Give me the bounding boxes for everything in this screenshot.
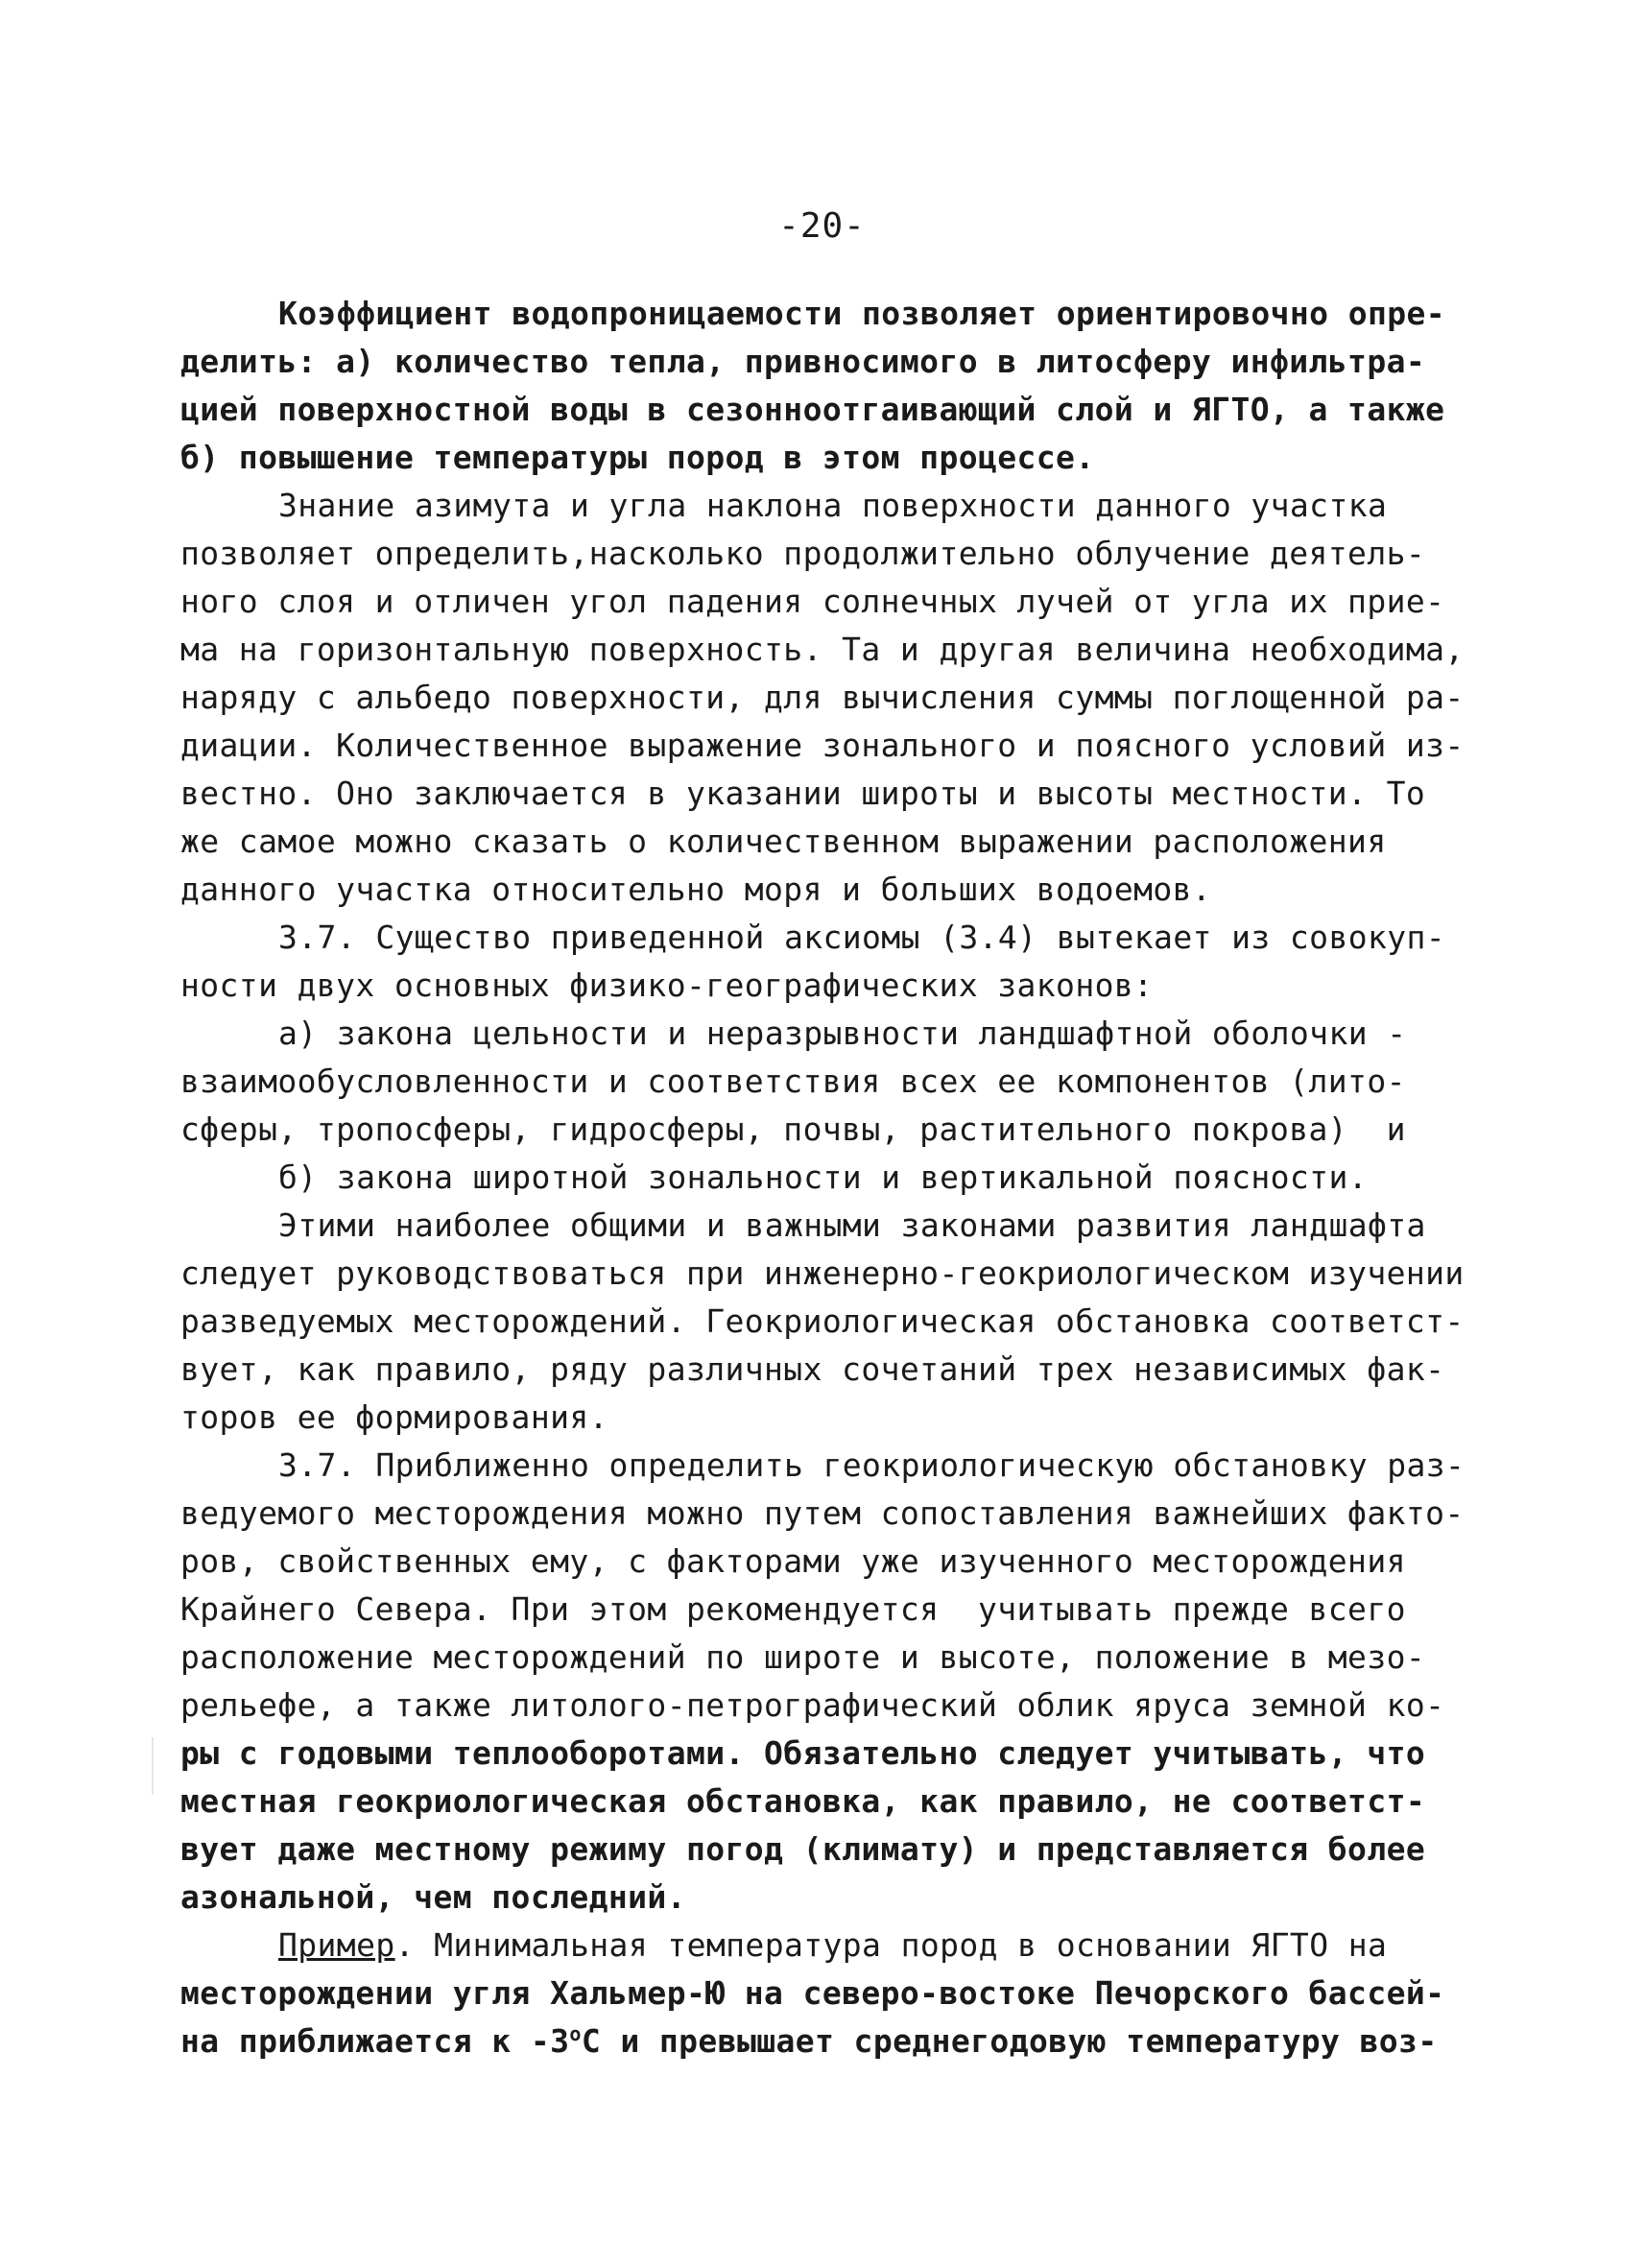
text-line: делить: а) количество тепла, привносимого в литосферу инфильтра- xyxy=(180,343,1426,380)
text-line: б) закона широтной зональности и вертикальной поясности. xyxy=(278,1158,1368,1196)
example-label: Пример xyxy=(278,1926,395,1964)
text-line: Крайнего Севера. При этом рекомендуется учитывать прежде всего xyxy=(180,1590,1406,1628)
text-line: разведуемых месторождений. Геокриологическая обстановка соответст- xyxy=(180,1302,1465,1340)
text-line: 3.7. Существо приведенной аксиомы (3.4) вытекает из совокуп- xyxy=(278,919,1446,956)
text-line: вует, как правило, ряду различных сочетаний трех независимых фак- xyxy=(180,1350,1445,1388)
text-line: торов ее формирования. xyxy=(180,1398,608,1436)
text-line: ры с годовыми теплооборотами. Обязательно следует учитывать, что xyxy=(180,1734,1426,1772)
text-line: местная геокриологическая обстановка, как правило, не соответст- xyxy=(180,1782,1426,1820)
text-line xyxy=(278,1924,1387,1967)
example-text: . Минимальная температура пород в основании ЯГТО на xyxy=(394,1926,1388,1964)
text-line: ма на горизонтальную поверхность. Та и другая величина необходима, xyxy=(180,631,1465,668)
page-number: -20- xyxy=(778,206,866,246)
text-line: позволяет определить,насколько продолжительно облучение деятель- xyxy=(180,535,1426,572)
text-line: цией поверхностной воды в сезонноотгаивающий слой и ЯГТО, а также xyxy=(180,391,1445,428)
text-line: ного слоя и отличен угол падения солнечных лучей от угла их прие- xyxy=(180,583,1445,620)
degree-mark: o xyxy=(569,2022,582,2045)
text-line xyxy=(180,2020,1438,2063)
text-line: сферы, тропосферы, гидросферы, почвы, растительного покрова) и xyxy=(180,1110,1406,1148)
text-line: ров, свойственных ему, с факторами уже изученного месторождения xyxy=(180,1542,1406,1580)
text-line: взаимообусловленности и соответствия всех ее компонентов (лито- xyxy=(180,1062,1406,1100)
text-line: Знание азимута и угла наклона поверхности данного участка xyxy=(278,487,1388,524)
text-line: же самое можно сказать о количественном выражении расположения xyxy=(180,823,1387,860)
text-line: расположение месторождений по широте и высоте, положение в мезо- xyxy=(180,1638,1426,1676)
text-line: б) повышение температуры пород в этом процессе. xyxy=(180,439,1095,476)
text-line: месторождении угля Хальмер-Ю на северо-востоке Печорского бассей- xyxy=(180,1974,1445,2012)
text-line: вестно. Оно заключается в указании широты и высоты местности. То xyxy=(180,775,1426,812)
temperature-text-end: С и превышает среднегодовую температуру воз- xyxy=(581,2022,1438,2060)
temperature-text-start: на приближается к -3 xyxy=(180,2022,570,2060)
text-line: следует руководствоваться при инженерно-геокриологическом изучении xyxy=(180,1254,1465,1292)
text-line: Этими наиболее общими и важными законами развития ландшафта xyxy=(278,1206,1426,1244)
text-line: Коэффициент водопроницаемости позволяет ориентировочно опре- xyxy=(278,295,1446,332)
text-line: 3.7. Приближенно определить геокриологическую обстановку раз- xyxy=(278,1446,1465,1484)
text-line: наряду с альбедо поверхности, для вычисления суммы поглощенной ра- xyxy=(180,679,1465,716)
text-line: ведуемого месторождения можно путем сопоставления важнейших факто- xyxy=(180,1494,1465,1532)
text-line: а) закона цельности и неразрывности ландшафтной оболочки - xyxy=(278,1015,1407,1052)
text-line: рельефе, а также литолого-петрографический облик яруса земной ко- xyxy=(180,1686,1445,1724)
text-line: азональной, чем последний. xyxy=(180,1878,686,1916)
text-line: ности двух основных физико-географических законов: xyxy=(180,967,1154,1004)
scan-artifact xyxy=(152,1737,154,1795)
text-line: диации. Количественное выражение зонального и поясного условий из- xyxy=(180,727,1465,764)
text-line: вует даже местному режиму погод (климату) и представляется более xyxy=(180,1830,1426,1868)
text-line: данного участка относительно моря и больших водоемов. xyxy=(180,871,1212,908)
